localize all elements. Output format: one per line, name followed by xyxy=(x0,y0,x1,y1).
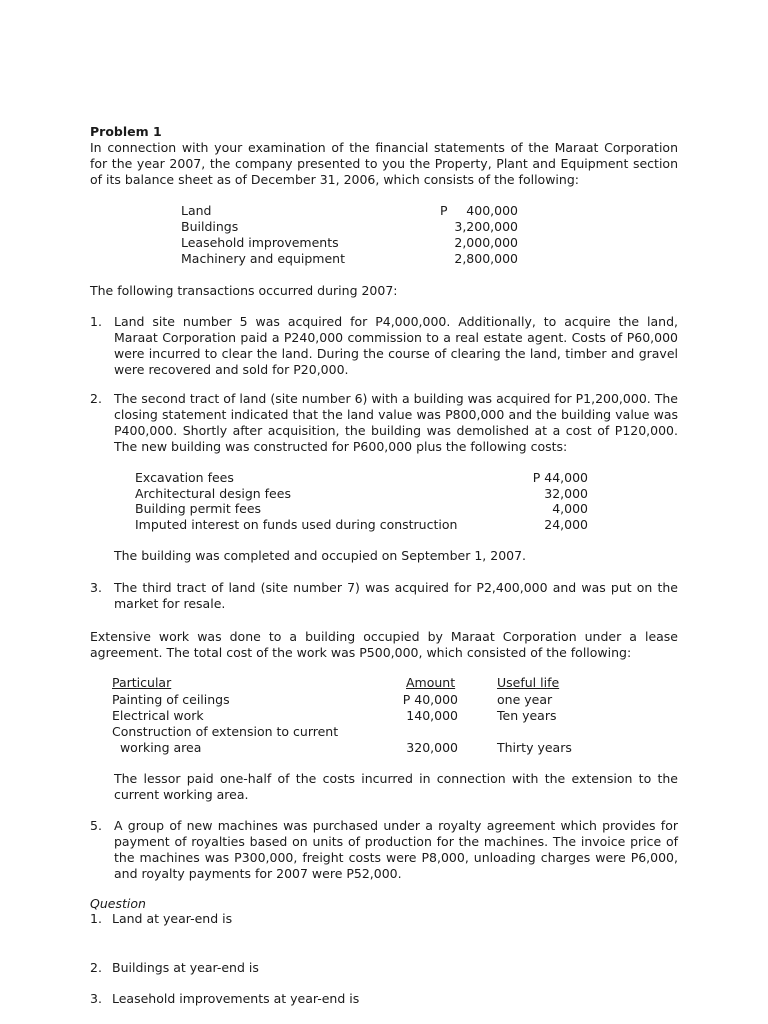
lease-header-useful-life: Useful life xyxy=(497,675,560,690)
cost-label: Excavation fees xyxy=(135,470,234,485)
cost-amount: 4,000 xyxy=(552,501,588,516)
question-text: Land at year-end is xyxy=(112,911,233,926)
lease-life: Ten years xyxy=(497,708,557,723)
lessor-note: The lessor paid one-half of the costs incurred in connection with the extension to the current working area. xyxy=(114,771,678,802)
question-number: 1. xyxy=(90,911,102,926)
lease-particular: Electrical work xyxy=(112,708,204,723)
cost-label: Architectural design fees xyxy=(135,486,291,501)
building-completed-note: The building was completed and occupied on September 1, 2007. xyxy=(114,548,527,563)
ppe-label: Leasehold improvements xyxy=(181,235,339,250)
question-text: Leasehold improvements at year-end is xyxy=(112,991,360,1006)
lease-amount: 140,000 xyxy=(406,708,458,723)
lease-life: one year xyxy=(497,692,553,707)
question-heading: Question xyxy=(90,896,146,911)
question-number: 3. xyxy=(90,991,102,1006)
item-text: The third tract of land (site number 7) was acquired for P2,400,000 and was put on the market for resale. xyxy=(114,580,678,611)
transactions-intro: The following transactions occurred during 2007: xyxy=(90,283,398,298)
item-number: 2. xyxy=(90,391,102,406)
item-number: 1. xyxy=(90,314,102,329)
cost-amount: P 44,000 xyxy=(532,470,588,485)
ppe-label: Buildings xyxy=(181,219,239,234)
item-text: The second tract of land (site number 6) with a building was acquired for P1,200,000. The closing statement indicated that the land value was P800,000 and the building value was P400,000. Shortly after acquisition, the building was demolished at a cost of P120,000. The new building was constructed for P600,000 plus the following costs: xyxy=(114,391,678,454)
ppe-currency: P xyxy=(440,203,448,218)
lease-particular: Construction of extension to current xyxy=(112,724,339,739)
intro-paragraph: In connection with your examination of the financial statements of the Maraat Corporation for the year 2007, the company presented to you the Property, Plant and Equipment section of its balance sheet as of December 31, 2006, which consists of the following: xyxy=(90,140,678,187)
item-number: 5. xyxy=(90,818,102,833)
cost-amount: 32,000 xyxy=(544,486,588,501)
ppe-amount: 2,000,000 xyxy=(454,235,518,250)
question-text: Buildings at year-end is xyxy=(112,960,259,975)
cost-label: Building permit fees xyxy=(135,501,262,516)
ppe-amount: 2,800,000 xyxy=(454,251,518,266)
ppe-amount: 400,000 xyxy=(466,203,518,218)
ppe-label: Machinery and equipment xyxy=(181,251,345,266)
item-text: A group of new machines was purchased under a royalty agreement which provides for payment of royalties based on units of production for the machines. The invoice price of the machines was P300,000, freight costs were P8,000, unloading charges were P6,000, and royalty payments for 2007 were P52,000. xyxy=(114,818,678,881)
ppe-label: Land xyxy=(181,203,212,218)
cost-label: Imputed interest on funds used during construction xyxy=(135,517,458,532)
problem-title: Problem 1 xyxy=(90,124,162,139)
item-text: Land site number 5 was acquired for P4,000,000. Additionally, to acquire the land, Maraat Corporation paid a P240,000 commission to a real estate agent. Costs of P60,000 were incurred to clear the land. During the course of clearing the land, timber and gravel were recovered and sold for P20,000. xyxy=(114,314,678,377)
item-number: 3. xyxy=(90,580,102,595)
lease-particular: Painting of ceilings xyxy=(112,692,230,707)
extensive-work-paragraph: Extensive work was done to a building occupied by Maraat Corporation under a lease agreement. The total cost of the work was P500,000, which consisted of the following: xyxy=(90,629,678,660)
lease-life: Thirty years xyxy=(497,740,572,755)
lease-amount: 320,000 xyxy=(406,740,458,755)
cost-amount: 24,000 xyxy=(544,517,588,532)
lease-particular: working area xyxy=(112,740,202,755)
question-number: 2. xyxy=(90,960,102,975)
lease-amount: P 40,000 xyxy=(402,692,458,707)
lease-header-amount: Amount xyxy=(406,675,456,690)
ppe-amount: 3,200,000 xyxy=(454,219,518,234)
lease-header-particular: Particular xyxy=(112,675,172,690)
